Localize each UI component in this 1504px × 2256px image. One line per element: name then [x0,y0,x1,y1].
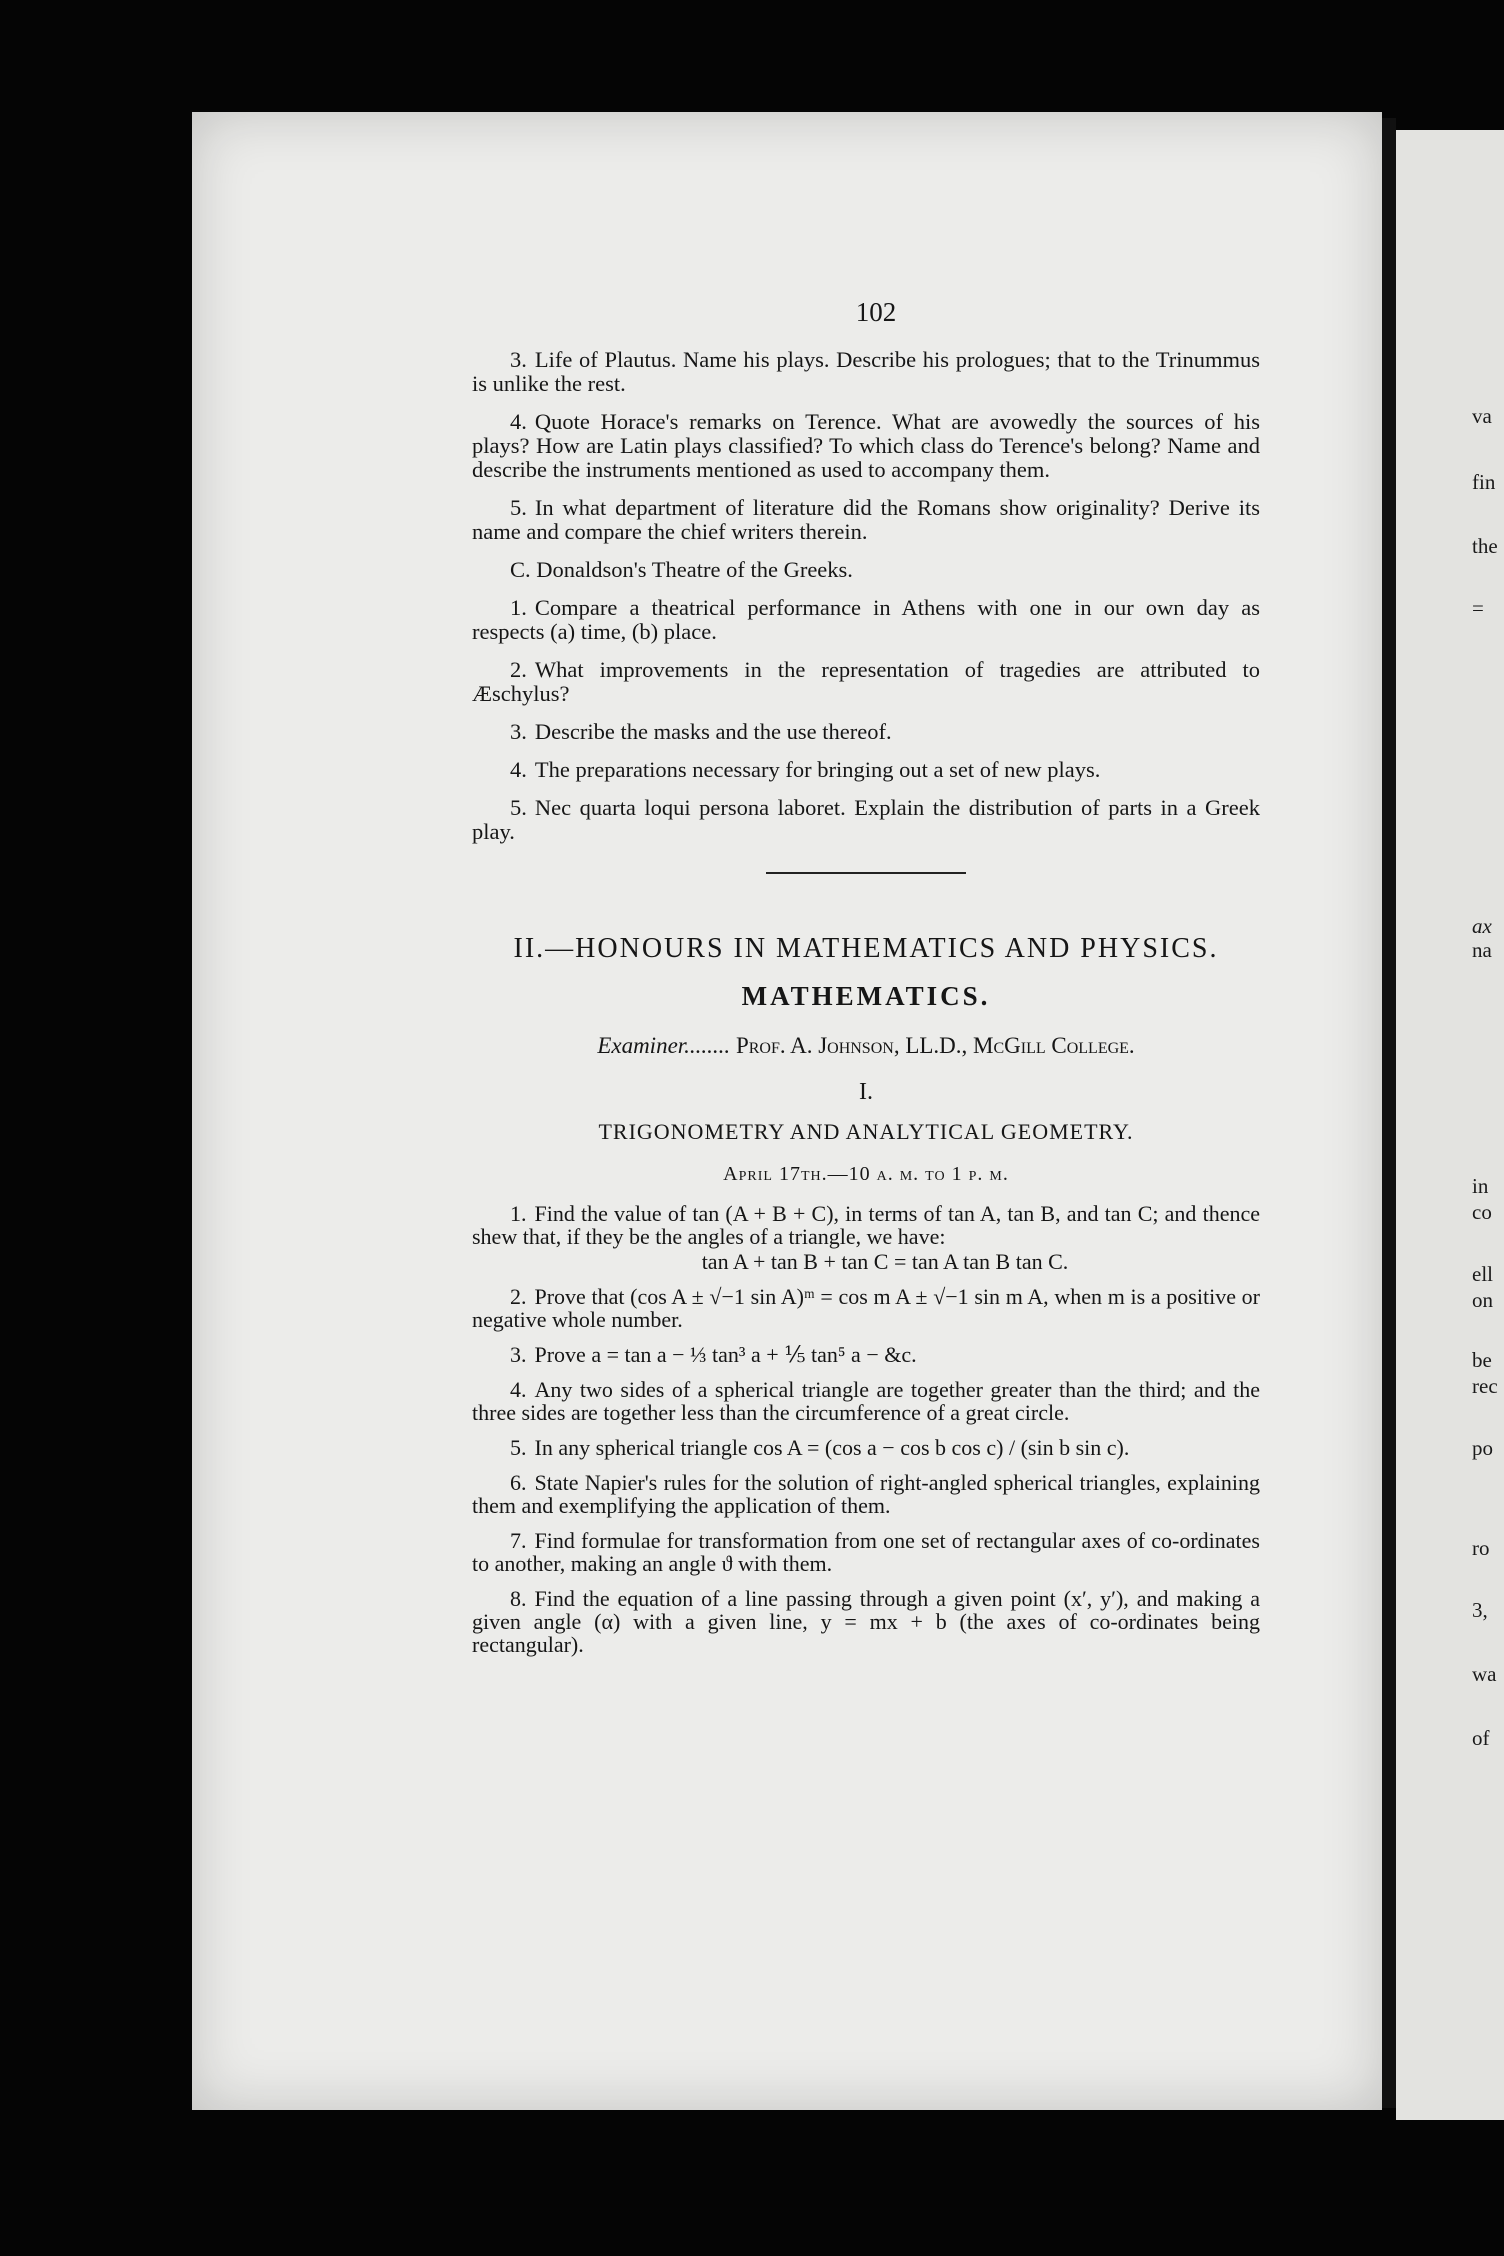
page-text [472,297,1260,1668]
mathematics-heading: MATHEMATICS. [741,981,991,1011]
math-question [472,1529,1260,1575]
question-number: 2. [510,1284,527,1309]
section-divider-rule [766,872,966,874]
facing-page-fragment: na [1472,938,1492,962]
classics-question [472,348,1260,396]
facing-page-fragment: = [1472,596,1484,620]
greek-theatre-question [472,758,1260,782]
facing-page-fragment: 3, [1472,1598,1488,1622]
question-number: 3. [510,719,527,744]
facing-page-fragment: be [1472,1348,1492,1372]
facing-page-fragment: on [1472,1288,1493,1312]
facing-page-fragment: of [1472,1726,1490,1750]
question-text: Prove a = tan a − ⅓ tan³ a + ⅕ tan⁵ a − &c. [534,1342,917,1367]
facing-page-fragment: the [1472,534,1498,558]
question-number: 5. [510,495,527,520]
question-number: 7. [510,1528,527,1553]
facing-page-fragment: ax [1472,914,1492,938]
math-question [472,1285,1260,1331]
examiner-name: Prof. A. Johnson, LL.D., McGill College. [735,1033,1135,1058]
facing-page-fragment: va [1472,404,1492,428]
greek-theatre-question [472,596,1260,644]
facing-page-fragment: ro [1472,1536,1490,1560]
section-heading-c: C. Donaldson's Theatre of the Greeks. [510,557,853,582]
facing-page-fragment: in [1472,1174,1489,1198]
question-number: 4. [510,409,527,434]
examiner-line [472,1034,1260,1058]
math-question [472,1202,1260,1273]
facing-page-fragment: wa [1472,1662,1497,1686]
facing-page-fragment: ell [1472,1262,1493,1286]
classics-question [472,410,1260,482]
question-text: Life of Plautus. Name his plays. Describe his prologues; that to the Trinummus is unlike the rest. [472,347,1260,396]
question-number: 2. [510,657,527,682]
math-question [472,1343,1260,1366]
math-question [472,1587,1260,1656]
question-text: What improvements in the representation of tragedies are attributed to Æschylus? [472,657,1260,706]
book-spine-shadow [1382,118,1396,2108]
question-text: Find the equation of a line passing through a given point (x′, y′), and making a given angle (α) with a given line, y = mx + b (the axes of co-ordinates being rectangular). [472,1586,1260,1657]
question-text: The preparations necessary for bringing out a set of new plays. [534,757,1101,782]
page-number: 102 [855,297,897,327]
facing-page-fragment: po [1472,1436,1493,1460]
facing-page-fragment: rec [1472,1374,1498,1398]
facing-page-fragment: co [1472,1200,1492,1224]
greek-theatre-question [472,658,1260,706]
question-text: Find the value of tan (A + B + C), in terms of tan A, tan B, and tan C; and thence shew that, if they be the angles of a triangle, we have: [472,1201,1260,1249]
question-number: 1. [510,1201,527,1226]
paper-title: TRIGONOMETRY AND ANALYTICAL GEOMETRY. [598,1119,1134,1144]
question-number: 4. [510,757,527,782]
question-number: 5. [510,1435,527,1460]
question-number: 5. [510,795,527,820]
question-formula: tan A + tan B + tan C = tan A tan B tan C. [701,1249,1069,1274]
honours-heading: II.—HONOURS IN MATHEMATICS AND PHYSICS. [513,933,1219,964]
question-text: State Napier's rules for the solution of right-angled spherical triangles, explaining them and exemplifying the application of them. [472,1470,1260,1518]
greek-theatre-question [472,796,1260,844]
question-text: Any two sides of a spherical triangle are together greater than the third; and the three sides are together less than the circumference of a great circle. [472,1377,1260,1425]
paper-number: I. [859,1079,873,1105]
math-question [472,1378,1260,1424]
question-number: 3. [510,347,527,372]
question-text: In any spherical triangle cos A = (cos a − cos b cos c) / (sin b sin c). [534,1435,1130,1460]
facing-page-fragment: fin [1472,470,1496,494]
question-text: Quote Horace's remarks on Terence. What are avowedly the sources of his plays? How are Latin plays classified? To which class do Terence's belong? Name and describe the instruments mentioned as used to accompany them. [472,409,1260,482]
math-question [472,1471,1260,1517]
math-question [472,1436,1260,1459]
question-text: Nec quarta loqui persona laboret. Explain the distribution of parts in a Greek play. [472,795,1260,844]
question-text: Compare a theatrical performance in Athens with one in our own day as respects (a) time, (b) place. [472,595,1260,644]
question-number: 4. [510,1377,527,1402]
classics-question [472,496,1260,544]
exam-date: April 17th.—10 a. m. to 1 p. m. [723,1163,1009,1185]
question-text: Prove that (cos A ± √−1 sin A)ᵐ = cos m A ± √−1 sin m A, when m is a positive or negative whole number. [472,1284,1260,1332]
question-number: 6. [510,1470,527,1495]
question-text: In what department of literature did the Romans show originality? Derive its name and compare the chief writers therein. [472,495,1260,544]
examiner-label: Examiner........ [597,1033,731,1058]
question-text: Find formulae for transformation from one set of rectangular axes of co-ordinates to another, making an angle ϑ with them. [472,1528,1260,1576]
question-text: Describe the masks and the use thereof. [534,719,892,744]
question-number: 8. [510,1586,527,1611]
question-number: 3. [510,1342,527,1367]
greek-theatre-question [472,720,1260,744]
question-number: 1. [510,595,527,620]
